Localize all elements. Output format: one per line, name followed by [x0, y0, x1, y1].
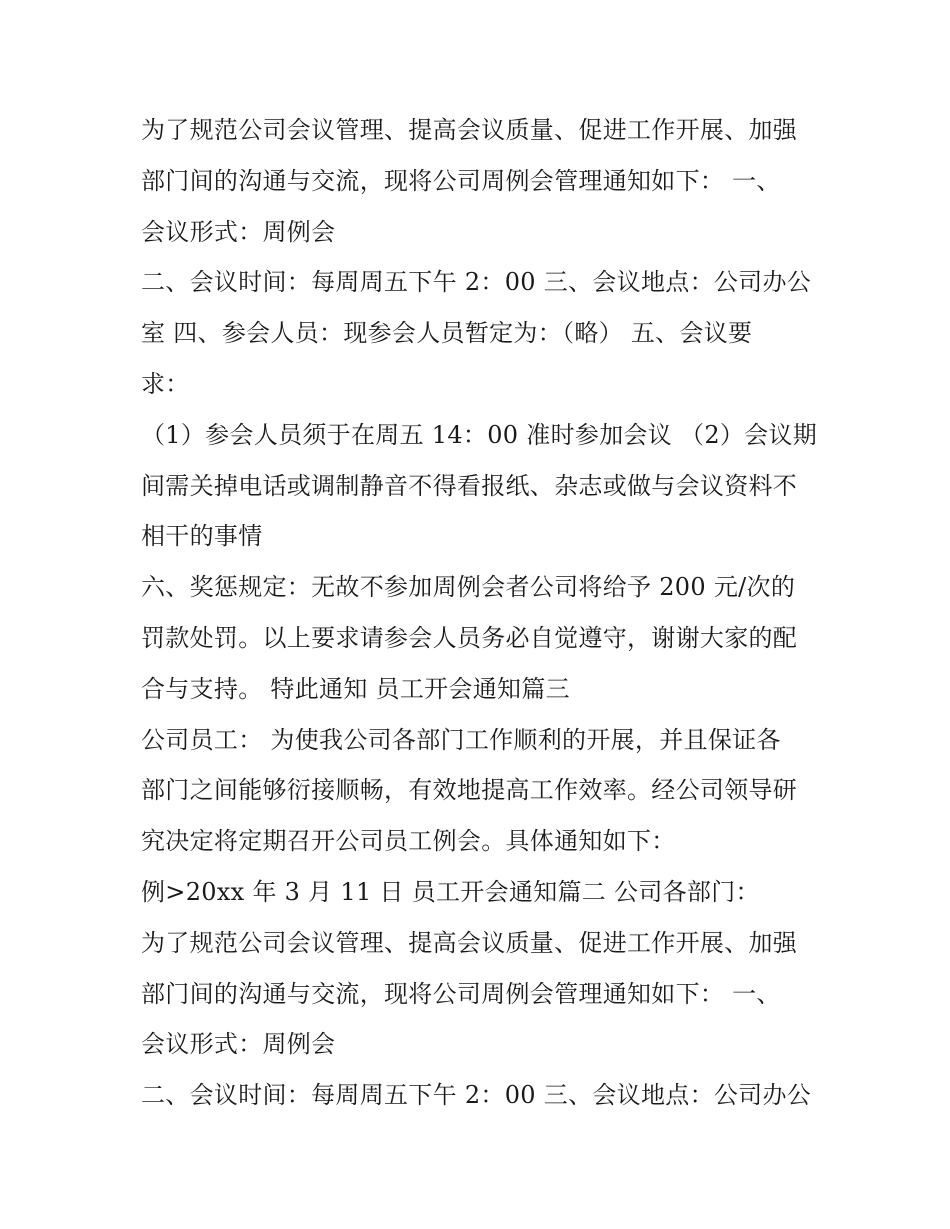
text-line: 罚款处罚。以上要求请参会人员务必自觉遵守，谢谢大家的配 — [141, 623, 798, 652]
text-line: 六、奖惩规定：无故不参加周例会者公司将给予 200 元/次的 — [141, 573, 796, 602]
text-line: 合与支持。 特此通知 员工开会通知篇三 — [141, 674, 570, 703]
text-line: 为了规范公司会议管理、提高会议质量、促进工作开展、加强 — [141, 928, 798, 957]
text-line: 相干的事情 — [141, 522, 263, 551]
text-line: （1）参会人员须于在周五 14：00 准时参加会议 （2）会议期 — [141, 420, 818, 449]
text-line: 室 四、参会人员：现参会人员暂定为：（略） 五、会议要 — [141, 319, 753, 348]
text-line: 二、会议时间：每周周五下午 2：00 三、会议地点：公司办公 — [141, 1081, 812, 1110]
text-line: 部门间的沟通与交流，现将公司周例会管理通知如下： 一、 — [141, 979, 781, 1008]
text-line: 间需关掉电话或调制静音不得看报纸、杂志或做与会议资料不 — [141, 471, 798, 500]
text-line: 究决定将定期召开公司员工例会。具体通知如下： — [141, 827, 676, 856]
text-line: 部门之间能够衍接顺畅，有效地提高工作效率。经公司领导研 — [141, 776, 798, 805]
text-line: 部门间的沟通与交流，现将公司周例会管理通知如下： 一、 — [141, 166, 781, 195]
document-body — [141, 105, 821, 1121]
text-line: 为了规范公司会议管理、提高会议质量、促进工作开展、加强 — [141, 116, 798, 144]
text-line: 求： — [141, 369, 190, 398]
text-line: 二、会议时间：每周周五下午 2：00 三、会议地点：公司办公 — [141, 268, 812, 297]
text-line: 会议形式：周例会 — [141, 1030, 336, 1059]
text-line: 例>20xx 年 3 月 11 日 员工开会通知篇二 公司各部门： — [141, 877, 760, 906]
text-line: 会议形式：周例会 — [141, 217, 336, 246]
text-line: 公司员工： 为使我公司各部门工作顺利的开展，并且保证各 — [141, 725, 781, 754]
